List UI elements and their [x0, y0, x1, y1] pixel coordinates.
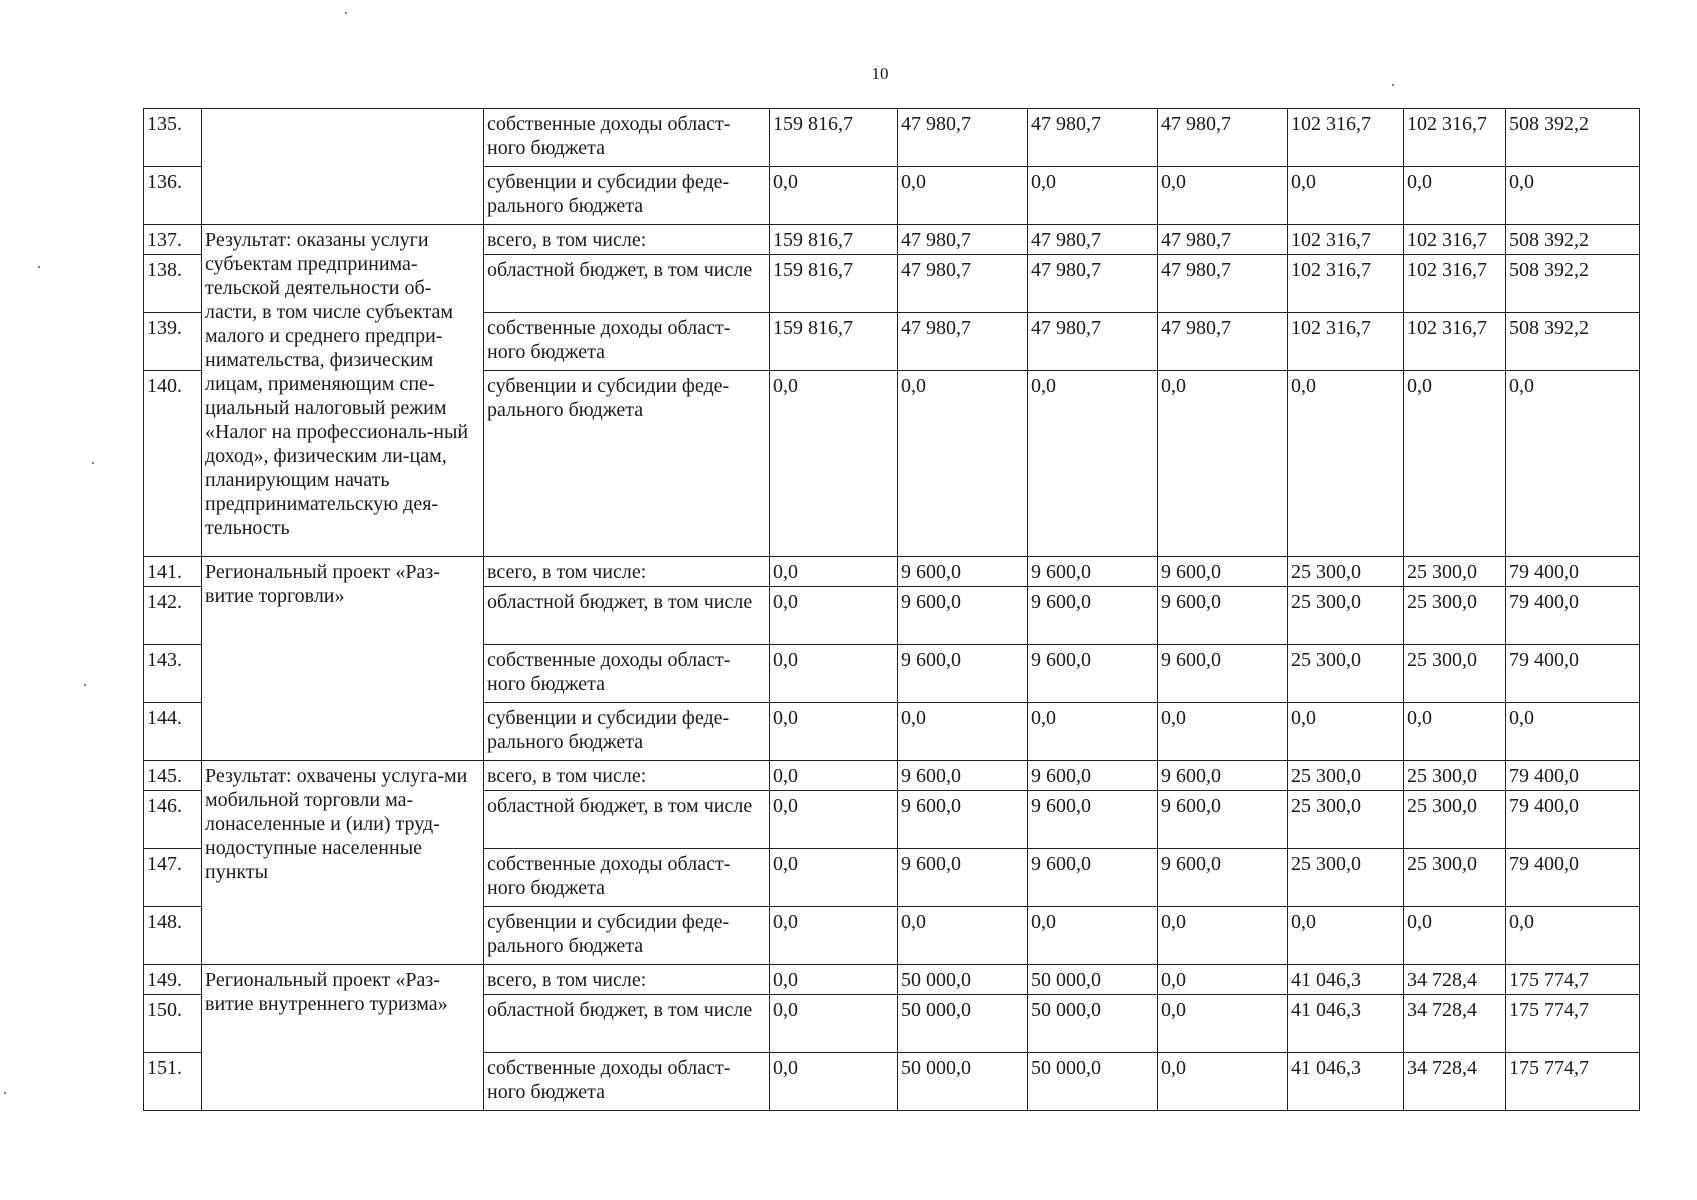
row-number: 135.: [144, 109, 202, 167]
row-number: 147.: [144, 849, 202, 907]
cell-value: 25 300,0: [1288, 761, 1404, 791]
scan-speck: [4, 1092, 6, 1094]
cell-total: 508 392,2: [1506, 225, 1640, 255]
cell-value: 0,0: [1404, 703, 1506, 761]
row-description: Результат: оказаны услуги субъектам предпринима-тельской деятельности об-ласти, в том числе субъектам малого и среднего предпри-нимательства, физическим лицам, применяющим спе-циальный налоговый режим «Налог на профессиональ-ный доход», физическим ли-цам, планирующим начать предпринимательскую дея-тельность: [202, 225, 484, 557]
cell-value: 25 300,0: [1404, 849, 1506, 907]
cell-value: 9 600,0: [1028, 849, 1158, 907]
cell-value: 9 600,0: [1158, 849, 1288, 907]
row-description: Результат: охвачены услуга-ми мобильной торговли ма-лонаселенные и (или) труд-нодоступные населенные пункты: [202, 761, 484, 965]
row-category: областной бюджет, в том числе: [484, 995, 770, 1053]
cell-value: 102 316,7: [1404, 255, 1506, 313]
cell-value: 9 600,0: [898, 587, 1028, 645]
row-category: субвенции и субсидии феде-рального бюджета: [484, 907, 770, 965]
cell-value: 47 980,7: [898, 255, 1028, 313]
scan-speck: [345, 12, 347, 14]
cell-total: 175 774,7: [1506, 1053, 1640, 1111]
cell-value: 0,0: [770, 791, 898, 849]
row-number: 144.: [144, 703, 202, 761]
cell-value: 9 600,0: [1158, 645, 1288, 703]
cell-value: 9 600,0: [1158, 791, 1288, 849]
cell-value: 0,0: [770, 587, 898, 645]
row-category: субвенции и субсидии феде-рального бюджета: [484, 167, 770, 225]
cell-value: 9 600,0: [1028, 791, 1158, 849]
table-row: [144, 225, 1640, 255]
cell-value: 9 600,0: [1028, 761, 1158, 791]
row-category: областной бюджет, в том числе: [484, 255, 770, 313]
cell-total: 0,0: [1506, 371, 1640, 557]
cell-value: 102 316,7: [1404, 225, 1506, 255]
row-description: [202, 109, 484, 225]
cell-value: 0,0: [770, 167, 898, 225]
cell-value: 102 316,7: [1288, 255, 1404, 313]
cell-value: 0,0: [1028, 371, 1158, 557]
row-number: 139.: [144, 313, 202, 371]
cell-value: 47 980,7: [1158, 225, 1288, 255]
row-category: областной бюджет, в том числе: [484, 791, 770, 849]
row-number: 142.: [144, 587, 202, 645]
cell-value: 0,0: [1028, 907, 1158, 965]
cell-value: 0,0: [1158, 703, 1288, 761]
row-number: 148.: [144, 907, 202, 965]
row-category: собственные доходы област-ного бюджета: [484, 645, 770, 703]
cell-value: 9 600,0: [898, 761, 1028, 791]
cell-value: 159 816,7: [770, 313, 898, 371]
cell-value: 41 046,3: [1288, 995, 1404, 1053]
cell-value: 47 980,7: [898, 225, 1028, 255]
table-row: [144, 109, 1640, 167]
cell-value: 9 600,0: [1158, 557, 1288, 587]
cell-value: 0,0: [1288, 907, 1404, 965]
row-number: 136.: [144, 167, 202, 225]
row-number: 141.: [144, 557, 202, 587]
cell-value: 0,0: [898, 167, 1028, 225]
cell-value: 25 300,0: [1288, 557, 1404, 587]
cell-value: 0,0: [898, 703, 1028, 761]
cell-value: 50 000,0: [898, 965, 1028, 995]
cell-value: 0,0: [1028, 703, 1158, 761]
cell-value: 0,0: [770, 907, 898, 965]
row-category: всего, в том числе:: [484, 225, 770, 255]
cell-value: 0,0: [1158, 1053, 1288, 1111]
cell-total: 79 400,0: [1506, 791, 1640, 849]
cell-value: 9 600,0: [898, 645, 1028, 703]
row-number: 145.: [144, 761, 202, 791]
row-category: собственные доходы област-ного бюджета: [484, 313, 770, 371]
cell-value: 0,0: [1158, 995, 1288, 1053]
row-category: всего, в том числе:: [484, 761, 770, 791]
cell-value: 47 980,7: [898, 313, 1028, 371]
cell-value: 0,0: [1404, 167, 1506, 225]
table-row: [144, 965, 1640, 995]
cell-value: 0,0: [1158, 371, 1288, 557]
cell-value: 0,0: [1028, 167, 1158, 225]
row-category: всего, в том числе:: [484, 965, 770, 995]
cell-total: 175 774,7: [1506, 995, 1640, 1053]
cell-value: 102 316,7: [1404, 313, 1506, 371]
cell-value: 47 980,7: [1028, 313, 1158, 371]
row-number: 149.: [144, 965, 202, 995]
cell-value: 47 980,7: [1028, 109, 1158, 167]
cell-value: 47 980,7: [1158, 313, 1288, 371]
row-number: 138.: [144, 255, 202, 313]
cell-value: 0,0: [898, 907, 1028, 965]
cell-total: 79 400,0: [1506, 645, 1640, 703]
cell-value: 0,0: [1404, 907, 1506, 965]
page-number: 10: [871, 64, 889, 83]
cell-value: 102 316,7: [1404, 109, 1506, 167]
cell-value: 9 600,0: [1028, 587, 1158, 645]
cell-value: 9 600,0: [898, 849, 1028, 907]
cell-value: 0,0: [1288, 703, 1404, 761]
row-description: Региональный проект «Раз-витие торговли»: [202, 557, 484, 761]
row-number: 143.: [144, 645, 202, 703]
cell-value: 9 600,0: [1028, 645, 1158, 703]
scan-speck: [92, 462, 94, 464]
cell-value: 50 000,0: [1028, 995, 1158, 1053]
cell-value: 41 046,3: [1288, 965, 1404, 995]
scan-speck: [38, 266, 40, 268]
cell-value: 9 600,0: [898, 557, 1028, 587]
row-category: всего, в том числе:: [484, 557, 770, 587]
cell-value: 0,0: [1158, 167, 1288, 225]
cell-value: 0,0: [770, 995, 898, 1053]
cell-value: 47 980,7: [1028, 225, 1158, 255]
row-category: субвенции и субсидии феде-рального бюджета: [484, 371, 770, 557]
cell-value: 25 300,0: [1404, 761, 1506, 791]
cell-total: 79 400,0: [1506, 761, 1640, 791]
cell-value: 25 300,0: [1288, 587, 1404, 645]
cell-value: 0,0: [770, 849, 898, 907]
cell-value: 34 728,4: [1404, 1053, 1506, 1111]
row-category: субвенции и субсидии феде-рального бюджета: [484, 703, 770, 761]
table-row: [144, 761, 1640, 791]
cell-total: 508 392,2: [1506, 313, 1640, 371]
cell-value: 0,0: [1288, 371, 1404, 557]
cell-value: 34 728,4: [1404, 995, 1506, 1053]
cell-value: 47 980,7: [898, 109, 1028, 167]
cell-value: 50 000,0: [898, 1053, 1028, 1111]
cell-value: 159 816,7: [770, 225, 898, 255]
row-number: 151.: [144, 1053, 202, 1111]
cell-total: 0,0: [1506, 703, 1640, 761]
cell-value: 0,0: [770, 965, 898, 995]
cell-value: 0,0: [770, 1053, 898, 1111]
cell-value: 25 300,0: [1288, 791, 1404, 849]
cell-total: 0,0: [1506, 907, 1640, 965]
cell-value: 102 316,7: [1288, 313, 1404, 371]
cell-value: 47 980,7: [1158, 109, 1288, 167]
cell-value: 9 600,0: [1158, 587, 1288, 645]
row-number: 137.: [144, 225, 202, 255]
cell-value: 159 816,7: [770, 255, 898, 313]
cell-total: 0,0: [1506, 167, 1640, 225]
cell-value: 47 980,7: [1028, 255, 1158, 313]
cell-value: 0,0: [770, 371, 898, 557]
cell-total: 79 400,0: [1506, 849, 1640, 907]
scan-speck: [1392, 84, 1394, 86]
cell-value: 102 316,7: [1288, 109, 1404, 167]
cell-value: 25 300,0: [1288, 849, 1404, 907]
cell-value: 9 600,0: [1158, 761, 1288, 791]
row-category: собственные доходы област-ного бюджета: [484, 1053, 770, 1111]
cell-value: 25 300,0: [1288, 645, 1404, 703]
cell-total: 508 392,2: [1506, 255, 1640, 313]
cell-value: 0,0: [1158, 965, 1288, 995]
cell-value: 0,0: [898, 371, 1028, 557]
cell-value: 0,0: [770, 557, 898, 587]
row-number: 150.: [144, 995, 202, 1053]
row-description: Региональный проект «Раз-витие внутреннего туризма»: [202, 965, 484, 1111]
row-category: собственные доходы област-ного бюджета: [484, 109, 770, 167]
cell-value: 25 300,0: [1404, 557, 1506, 587]
cell-value: 25 300,0: [1404, 645, 1506, 703]
cell-value: 0,0: [1158, 907, 1288, 965]
cell-value: 25 300,0: [1404, 791, 1506, 849]
row-number: 146.: [144, 791, 202, 849]
cell-value: 34 728,4: [1404, 965, 1506, 995]
cell-value: 50 000,0: [898, 995, 1028, 1053]
budget-table: [143, 108, 1640, 1111]
cell-value: 50 000,0: [1028, 965, 1158, 995]
cell-value: 0,0: [770, 761, 898, 791]
cell-total: 175 774,7: [1506, 965, 1640, 995]
cell-value: 102 316,7: [1288, 225, 1404, 255]
cell-value: 159 816,7: [770, 109, 898, 167]
cell-value: 0,0: [1404, 371, 1506, 557]
row-category: областной бюджет, в том числе: [484, 587, 770, 645]
cell-value: 0,0: [770, 703, 898, 761]
cell-value: 9 600,0: [1028, 557, 1158, 587]
cell-value: 9 600,0: [898, 791, 1028, 849]
cell-value: 47 980,7: [1158, 255, 1288, 313]
cell-total: 79 400,0: [1506, 557, 1640, 587]
cell-total: 508 392,2: [1506, 109, 1640, 167]
cell-value: 50 000,0: [1028, 1053, 1158, 1111]
row-number: 140.: [144, 371, 202, 557]
scan-speck: [84, 684, 86, 686]
row-category: собственные доходы област-ного бюджета: [484, 849, 770, 907]
cell-value: 25 300,0: [1404, 587, 1506, 645]
cell-total: 79 400,0: [1506, 587, 1640, 645]
table-row: [144, 557, 1640, 587]
cell-value: 0,0: [1288, 167, 1404, 225]
cell-value: 0,0: [770, 645, 898, 703]
cell-value: 41 046,3: [1288, 1053, 1404, 1111]
